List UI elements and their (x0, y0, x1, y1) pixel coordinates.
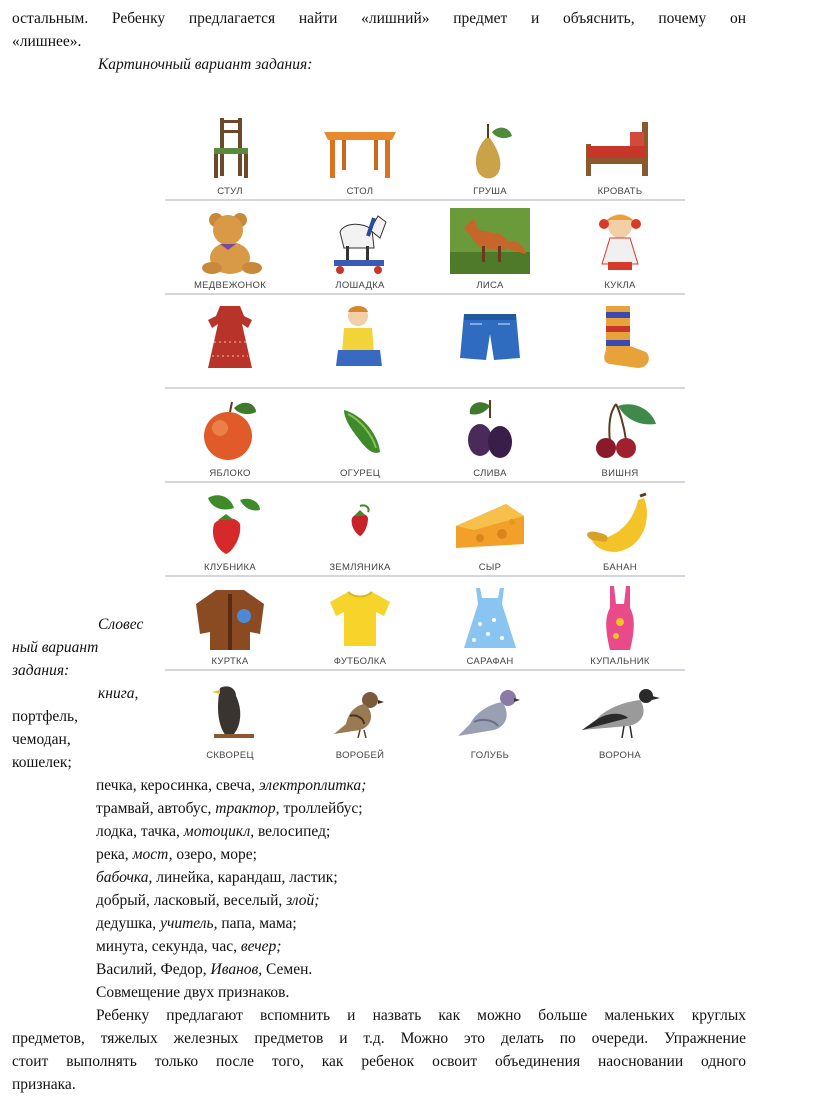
picture-caption: КРОВАТЬ (597, 186, 643, 197)
grid-row (165, 296, 685, 389)
picture-caption: ВОРОНА (599, 750, 641, 761)
picture-caption: ЛОШАДКА (335, 280, 385, 291)
paragraph-line: признака. (12, 1076, 76, 1093)
picture-caption: СЫР (478, 562, 502, 573)
picture-caption: ЯБЛОКО (209, 468, 251, 479)
grid-cell (425, 390, 555, 483)
paragraph-line: остальным. Ребенку предлагается найти «лишний» предмет и объяснить, почему он (12, 10, 746, 27)
plum-icon (450, 396, 530, 466)
picture-caption: КУРТКА (211, 656, 249, 667)
section-heading: Картиночный вариант задания: (98, 56, 313, 73)
word-list-line: печка, керосинка, свеча, электроплитка; (96, 777, 367, 794)
cherry-icon (580, 396, 660, 466)
child-icon (320, 302, 400, 372)
banana-icon (580, 490, 660, 560)
chair-icon (190, 114, 270, 184)
picture-caption: СТОЛ (346, 186, 374, 197)
paragraph-line: предметов, тяжелых железных предметов и т.д. Можно это делать по очереди. Упражнение (12, 1030, 746, 1047)
grid-cell (425, 672, 555, 765)
picture-caption: ГРУША (473, 186, 507, 197)
grid-cell (555, 108, 685, 201)
picture-caption: ЗЕМЛЯНИКА (329, 562, 391, 573)
apple-icon (190, 396, 270, 466)
word-list-line: лодка, тачка, мотоцикл, велосипед; (96, 823, 331, 840)
picture-caption: ВИШНЯ (601, 468, 639, 479)
grid-row (165, 672, 685, 765)
grid-row (165, 578, 685, 671)
grid-row (165, 202, 685, 295)
grid-cell (555, 202, 685, 295)
bed-icon (580, 114, 660, 184)
picture-caption: КУКЛА (604, 280, 636, 291)
picture-caption: ГОЛУБЬ (470, 750, 510, 761)
grid-cell (165, 202, 295, 295)
grid-cell (295, 390, 425, 483)
grid-cell (425, 108, 555, 201)
word-list-line: добрый, ласковый, веселый, злой; (96, 892, 320, 909)
word-item: книга, (98, 685, 139, 702)
shorts-icon (450, 302, 530, 372)
picture-caption: КУПАЛЬНИК (590, 656, 650, 667)
grid-cell (295, 108, 425, 201)
grid-cell (425, 484, 555, 577)
picture-caption: СЛИВА (473, 468, 507, 479)
picture-caption: СТУЛ (217, 186, 243, 197)
grid-cell (165, 390, 295, 483)
cucumber-icon (320, 396, 400, 466)
toy-horse-icon (320, 208, 400, 278)
word-item: чемодан, (12, 731, 71, 748)
doll-icon (580, 208, 660, 278)
grid-cell (555, 578, 685, 671)
word-list-line: дедушка, учитель, папа, мама; (96, 915, 297, 932)
picture-caption: САРАФАН (466, 656, 514, 667)
grid-cell (295, 484, 425, 577)
fox-icon (450, 208, 530, 278)
grid-cell (425, 202, 555, 295)
picture-caption: ФУТБОЛКА (333, 656, 387, 667)
cheese-icon (450, 490, 530, 560)
grid-cell (555, 484, 685, 577)
grid-cell (425, 296, 555, 389)
sock-icon (580, 302, 660, 372)
section-heading: Совмещение двух признаков. (96, 984, 290, 1001)
verbal-heading: задания: (12, 662, 70, 679)
jacket-icon (190, 584, 270, 654)
paragraph-line: «лишнее». (12, 33, 82, 50)
dress-icon (190, 302, 270, 372)
paragraph-line: стоит выполнять только после того, как ребенок освоит объединения наосновании одного (12, 1053, 746, 1070)
grid-cell (165, 296, 295, 389)
tshirt-icon (320, 584, 400, 654)
wild-strawberry-icon (320, 490, 400, 560)
teddy-bear-icon (190, 208, 270, 278)
picture-caption: ВОРОБЕЙ (335, 750, 385, 761)
picture-caption: ЛИСА (476, 280, 504, 291)
grid-row (165, 390, 685, 483)
grid-cell (295, 578, 425, 671)
grid-cell (425, 578, 555, 671)
sundress-icon (450, 584, 530, 654)
grid-cell (555, 296, 685, 389)
pear-icon (450, 114, 530, 184)
word-item: кошелек; (12, 754, 72, 771)
grid-cell (165, 108, 295, 201)
paragraph-line: Ребенку предлагают вспомнить и назвать как можно больше маленьких круглых (96, 1007, 746, 1024)
grid-cell (555, 672, 685, 765)
grid-cell (165, 578, 295, 671)
word-list-line: минута, секунда, час, вечер; (96, 938, 282, 955)
picture-caption: КЛУБНИКА (204, 562, 256, 573)
table-icon (320, 114, 400, 184)
sparrow-icon (320, 678, 400, 748)
starling-icon (190, 678, 270, 748)
picture-caption: ОГУРЕЦ (339, 468, 381, 479)
grid-cell (165, 672, 295, 765)
grid-cell (165, 484, 295, 577)
strawberry-icon (190, 490, 270, 560)
pigeon-icon (450, 678, 530, 748)
picture-caption: БАНАН (603, 562, 637, 573)
picture-caption: МЕДВЕЖОНОК (193, 280, 267, 291)
picture-caption: СКВОРЕЦ (206, 750, 254, 761)
grid-row (165, 484, 685, 577)
grid-row (165, 108, 685, 201)
swimsuit-icon (580, 584, 660, 654)
grid-cell (555, 390, 685, 483)
crow-icon (580, 678, 660, 748)
grid-cell (295, 202, 425, 295)
picture-grid (165, 108, 685, 763)
grid-cell (295, 672, 425, 765)
word-list-line: Василий, Федор, Иванов, Семен. (96, 961, 313, 978)
word-list-line: река, мост, озеро, море; (96, 846, 257, 863)
verbal-heading: ный вариант (12, 639, 99, 656)
word-list-line: бабочка, линейка, карандаш, ластик; (96, 869, 338, 886)
verbal-heading: Словес (98, 616, 144, 633)
word-item: портфель, (12, 708, 78, 725)
grid-cell (295, 296, 425, 389)
word-list-line: трамвай, автобус, трактор, троллейбус; (96, 800, 363, 817)
